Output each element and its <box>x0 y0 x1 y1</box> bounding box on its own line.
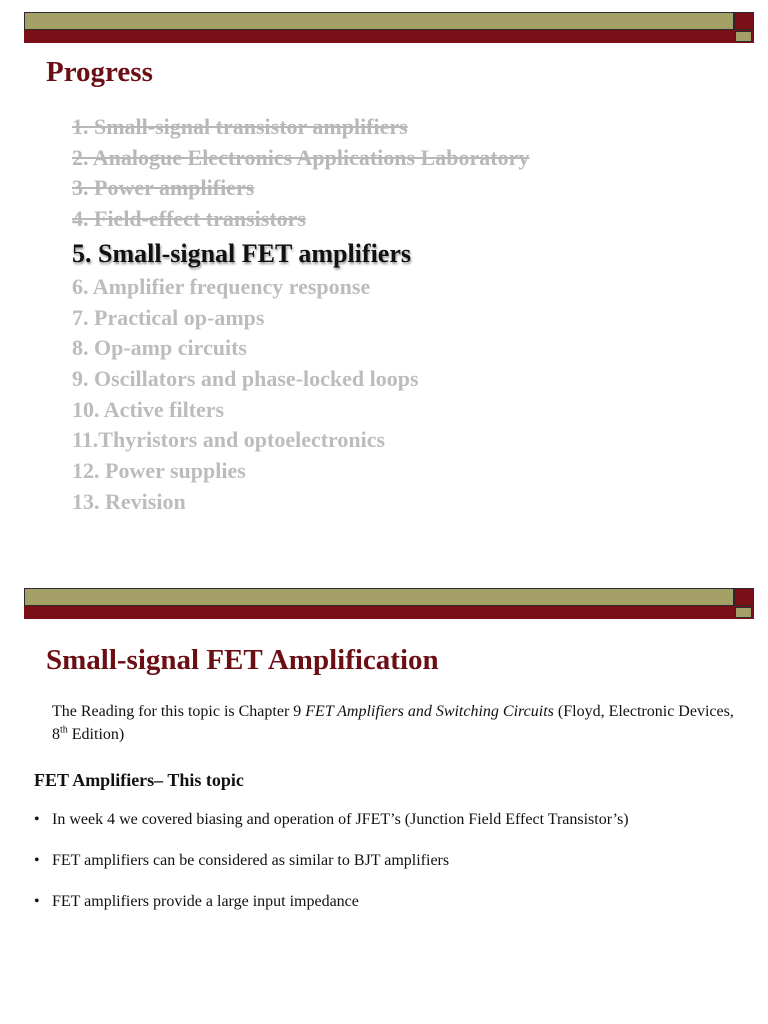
progress-item-3 <box>72 173 535 204</box>
progress-item-11 <box>72 425 535 456</box>
reading-reference <box>52 700 742 746</box>
progress-item-10 <box>72 395 535 426</box>
progress-item-8 <box>72 333 535 364</box>
bullet-text: FET amplifiers provide a large input impedance <box>52 893 359 910</box>
header-square-olive <box>735 31 752 42</box>
progress-item-label: 5. Small-signal FET amplifiers <box>72 238 411 268</box>
header-bar-red <box>24 30 754 43</box>
progress-item-label: 1. Small-signal transistor amplifiers <box>72 114 408 139</box>
progress-item-13 <box>72 487 535 518</box>
progress-item-7 <box>72 303 535 334</box>
progress-item-label: 4. Field-effect transistors <box>72 206 306 232</box>
header-bar-red <box>24 606 754 619</box>
slide-title: Progress <box>46 56 153 88</box>
bullet-list <box>34 810 754 933</box>
bullet-text: FET amplifiers can be considered as similar to BJT amplifiers <box>52 852 450 869</box>
header-square-red <box>734 588 754 606</box>
progress-item-label: 11.Thyristors and optoelectronics <box>72 427 386 453</box>
bullet-item <box>34 810 754 830</box>
header-bar-olive <box>24 12 734 30</box>
header-square-red <box>734 12 754 30</box>
bullet-icon: • <box>34 811 40 828</box>
progress-item-label: 6. Amplifier frequency response <box>72 273 371 299</box>
header-square-olive <box>735 607 752 618</box>
reading-middle: (Floyd, Electronic Devices, 8 <box>52 703 734 743</box>
progress-item-label: 9. Oscillators and phase-locked loops <box>72 365 419 391</box>
progress-item-label: 8. Op-amp circuits <box>72 335 247 361</box>
progress-item-label: 3. Power amplifiers <box>72 175 255 201</box>
reading-superscript: th <box>60 724 68 736</box>
reading-prefix: The Reading for this topic is Chapter 9 <box>52 703 306 720</box>
topic-subheading: FET Amplifiers– This topic <box>34 770 244 790</box>
progress-item-6 <box>72 272 535 303</box>
slide-header-bar <box>24 588 754 620</box>
progress-item-label: 10. Active filters <box>72 396 225 422</box>
bullet-text: In week 4 we covered biasing and operation of JFET’s (Junction Field Effect Transistor’s) <box>52 811 629 828</box>
progress-item-1 <box>72 112 535 143</box>
progress-list <box>72 112 535 517</box>
slide-title: Small-signal FET Amplification <box>46 644 439 676</box>
header-bar-olive <box>24 588 734 606</box>
bullet-icon: • <box>34 852 40 869</box>
bullet-item <box>34 892 754 912</box>
bullet-item <box>34 851 754 871</box>
progress-item-5-current <box>72 237 535 271</box>
slide-fet-amplification <box>0 582 768 1024</box>
progress-item-2 <box>72 143 535 174</box>
progress-item-label: 2. Analogue Electronics Applications Laboratory <box>72 144 530 170</box>
progress-item-4 <box>72 204 535 235</box>
progress-item-12 <box>72 456 535 487</box>
slide-header-bar <box>24 12 754 44</box>
progress-item-label: 7. Practical op-amps <box>72 304 265 330</box>
progress-item-label: 12. Power supplies <box>72 458 246 484</box>
reading-chapter-title: FET Amplifiers and Switching Circuits <box>305 703 554 720</box>
progress-item-9 <box>72 364 535 395</box>
bullet-icon: • <box>34 893 40 910</box>
reading-suffix: Edition) <box>67 726 125 743</box>
progress-item-label: 13. Revision <box>72 488 186 514</box>
